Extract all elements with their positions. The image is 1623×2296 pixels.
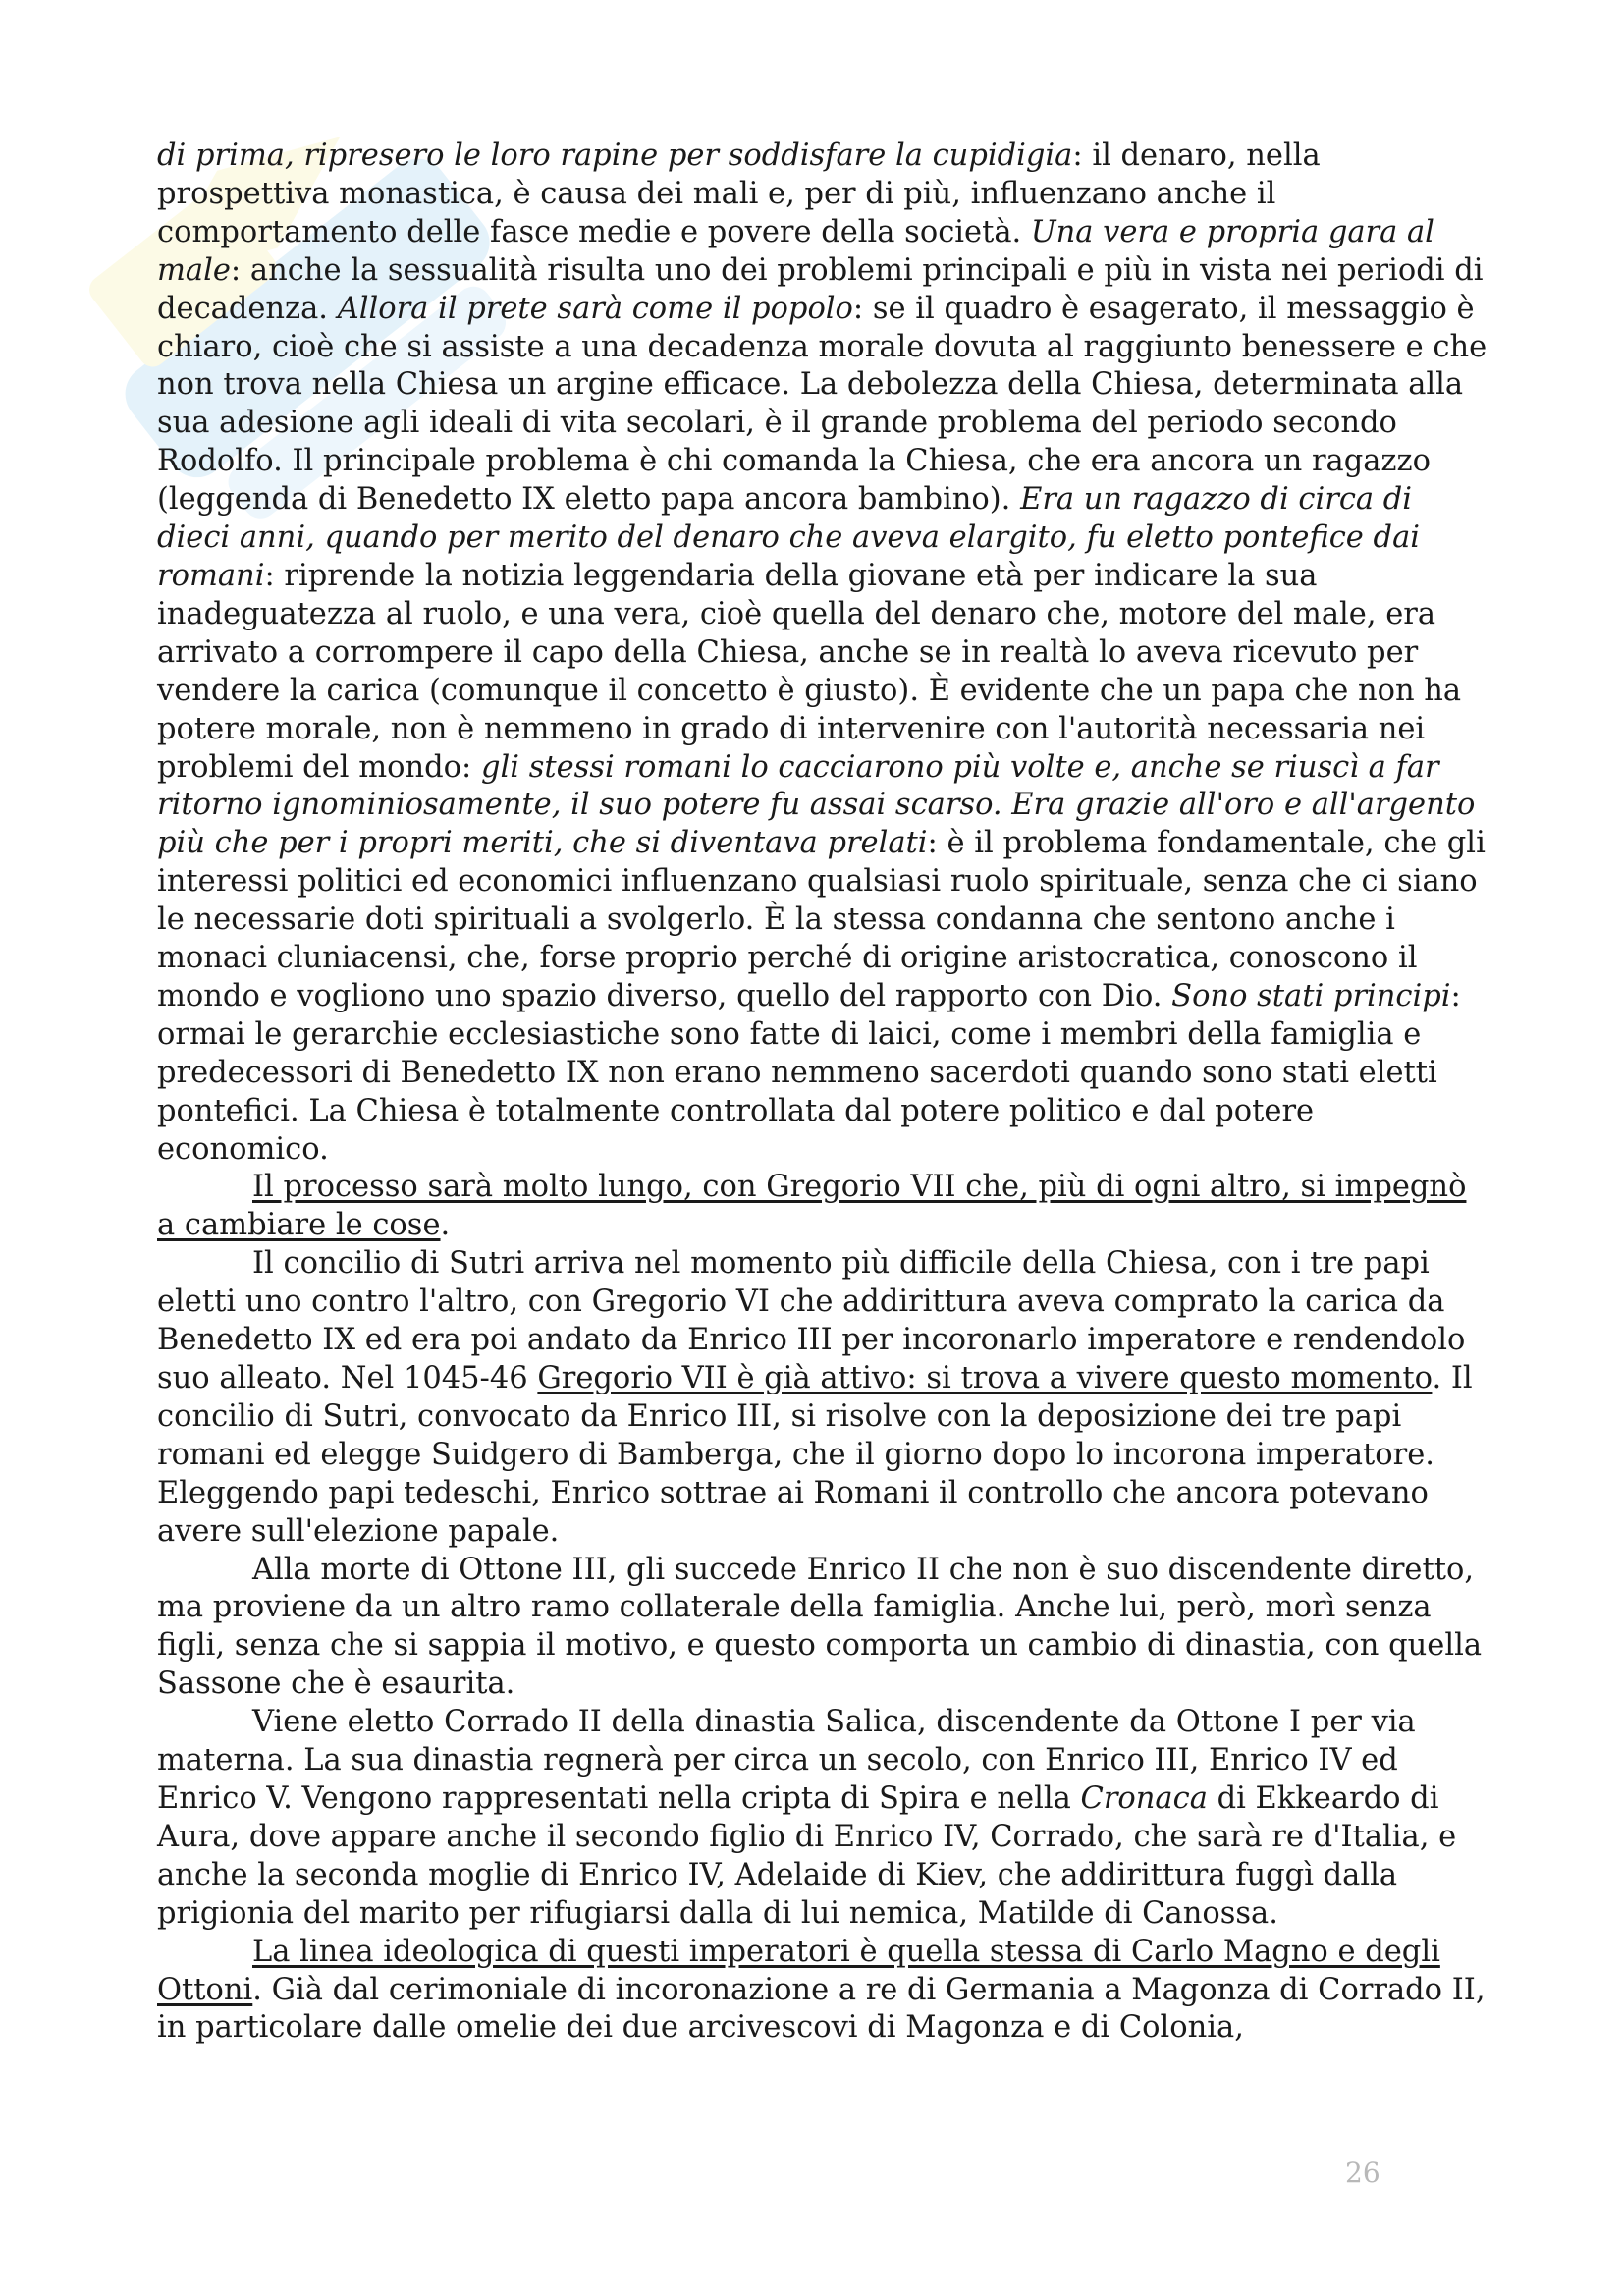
text-run: Il concilio di Sutri arriva nel momento più difficile della Chiesa, con i tre papi eletti uno contro l'altro, con Gregorio VI che addirittura aveva comprato la carica da Benedetto IX ed era poi andato da Enrico III per incoronarlo imperatore e rendendolo suo alleato. Nel 1045-46: [157, 1246, 1466, 1395]
italic-quote: Era un ragazzo di circa di dieci anni, quando per merito del denaro che aveva elargito, fu eletto pontefice dai romani: [157, 482, 1421, 593]
italic-quote: di prima, ripresero le loro rapine per soddisfare la cupidigia: [157, 138, 1073, 173]
paragraph: [157, 1934, 1492, 2049]
text-run: Alla morte di Ottone III, gli succede Enrico II che non è suo discendente diretto, ma proviene da un altro ramo collaterale della famiglia. Anche lui, però, morì senza figli, senza che si sappia il motivo, e questo comporta un cambio di dinastia, con quella Sassone che è esaurita.: [157, 1552, 1483, 1702]
text-run: di Ekkeardo di Aura, dove appare anche il secondo figlio di Enrico IV, Corrado, che sarà re d'Italia, e anche la seconda moglie di Enrico IV, Adelaide di Kiev, che addirittura fuggì dalla prigionia del marito per rifugiarsi dalla di lui nemica, Matilde di Canossa.: [157, 1780, 1457, 1931]
text-run: : se il quadro è esagerato, il messaggio è chiaro, cioè che si assiste a una decadenza morale dovuta al raggiunto benessere e che non trova nella Chiesa un argine efficace. La debolezza della Chiesa, determinata alla sua adesione agli ideali di vita secolari, è il grande problema del periodo secondo Rodolfo. Il principale problema è chi comanda la Chiesa, che era ancora un ragazzo (leggenda di Benedetto IX eletto papa ancora bambino).: [157, 291, 1488, 518]
italic-quote: Sono stati principi: [1171, 978, 1451, 1013]
paragraph: [157, 1245, 1492, 1551]
italic-quote: Allora il prete sarà come il popolo: [337, 291, 853, 326]
text-run: : è il problema fondamentale, che gli interessi politici ed economici influenzano qualsiasi ruolo spirituale, senza che ci siano le necessarie doti spirituali a svolgerlo. È la stessa condanna che sentono anche i monaci cluniacensi, che, forse proprio perché di origine aristocratica, conoscono il mondo e vogliono uno spazio diverso, quello del rapporto con Dio.: [157, 826, 1486, 1013]
text-run: : il denaro, nella prospettiva monastica, è causa dei mali e, per di più, influenzano anche il comportamento delle fasce medie e povere della società.: [157, 138, 1321, 249]
underlined-text: La linea ideologica di questi imperatori è quella stessa di Carlo Magno e degli Ottoni: [157, 1934, 1440, 2007]
text-run: Viene eletto Corrado II della dinastia Salica, discendente da Ottone I per via materna. La sua dinastia regnerà per circa un secolo, con Enrico III, Enrico IV ed Enrico V. Vengono rappresentati nella cripta di Spira e nella: [157, 1705, 1416, 1816]
paragraph: [157, 1552, 1492, 1705]
italic-quote: Cronaca: [1080, 1780, 1208, 1816]
text-run: . Il concilio di Sutri, convocato da Enrico III, si risolve con la deposizione dei tre papi romani ed elegge Suidgero di Bamberga, che il giorno dopo lo incorona imperatore. Eleggendo papi tedeschi, Enrico sottrae ai Romani il controllo che ancora potevano avere sull'elezione papale.: [157, 1361, 1473, 1549]
text-run: : ormai le gerarchie ecclesiastiche sono fatte di laici, come i membri della famiglia e predecessori di Benedetto IX non erano nemmeno sacerdoti quando sono stati eletti pontefici. La Chiesa è totalmente controllata dal potere politico e dal potere economico.: [157, 978, 1461, 1167]
text-run: . Già dal cerimoniale di incoronazione a re di Germania a Magonza di Corrado II, in particolare dalle omelie dei due arcivescovi di Magonza e di Colonia,: [157, 1972, 1486, 2046]
text-run: : riprende la notizia leggendaria della giovane età per indicare la sua inadeguatezza al ruolo, e una vera, cioè quella del denaro che, motore del male, era arrivato a corrompere il capo della Chiesa, anche se in realtà lo aveva ricevuto per vendere la carica (comunque il concetto è giusto). È evidente che un papa che non ha potere morale, non è nemmeno in grado di intervenire con l'autorità necessaria nei problemi del mondo:: [157, 558, 1462, 785]
text-run: : anche la sessualità risulta uno dei problemi principali e più in vista nei periodi di decadenza.: [157, 252, 1484, 326]
paragraph: [157, 1704, 1492, 1933]
underlined-text: Il processo sarà molto lungo, con Gregorio VII che, più di ogni altro, si impegnò a cambiare le cose: [157, 1170, 1467, 1243]
page-number: 26: [1345, 2157, 1380, 2189]
text-run: .: [440, 1208, 451, 1243]
paragraph: [157, 137, 1492, 1169]
paragraph: [157, 1169, 1492, 1245]
underlined-text: Gregorio VII è già attivo: si trova a vivere questo momento: [537, 1361, 1433, 1395]
document-body: [157, 137, 1492, 2048]
italic-quote: Una vera e propria gara al male: [157, 214, 1434, 288]
italic-quote: gli stessi romani lo cacciarono più volte e, anche se riuscì a far ritorno ignominiosamente, il suo potere fu assai scarso. Era grazie all'oro e all'argento più che per i propri meriti, che si diventava prelati: [157, 749, 1476, 861]
